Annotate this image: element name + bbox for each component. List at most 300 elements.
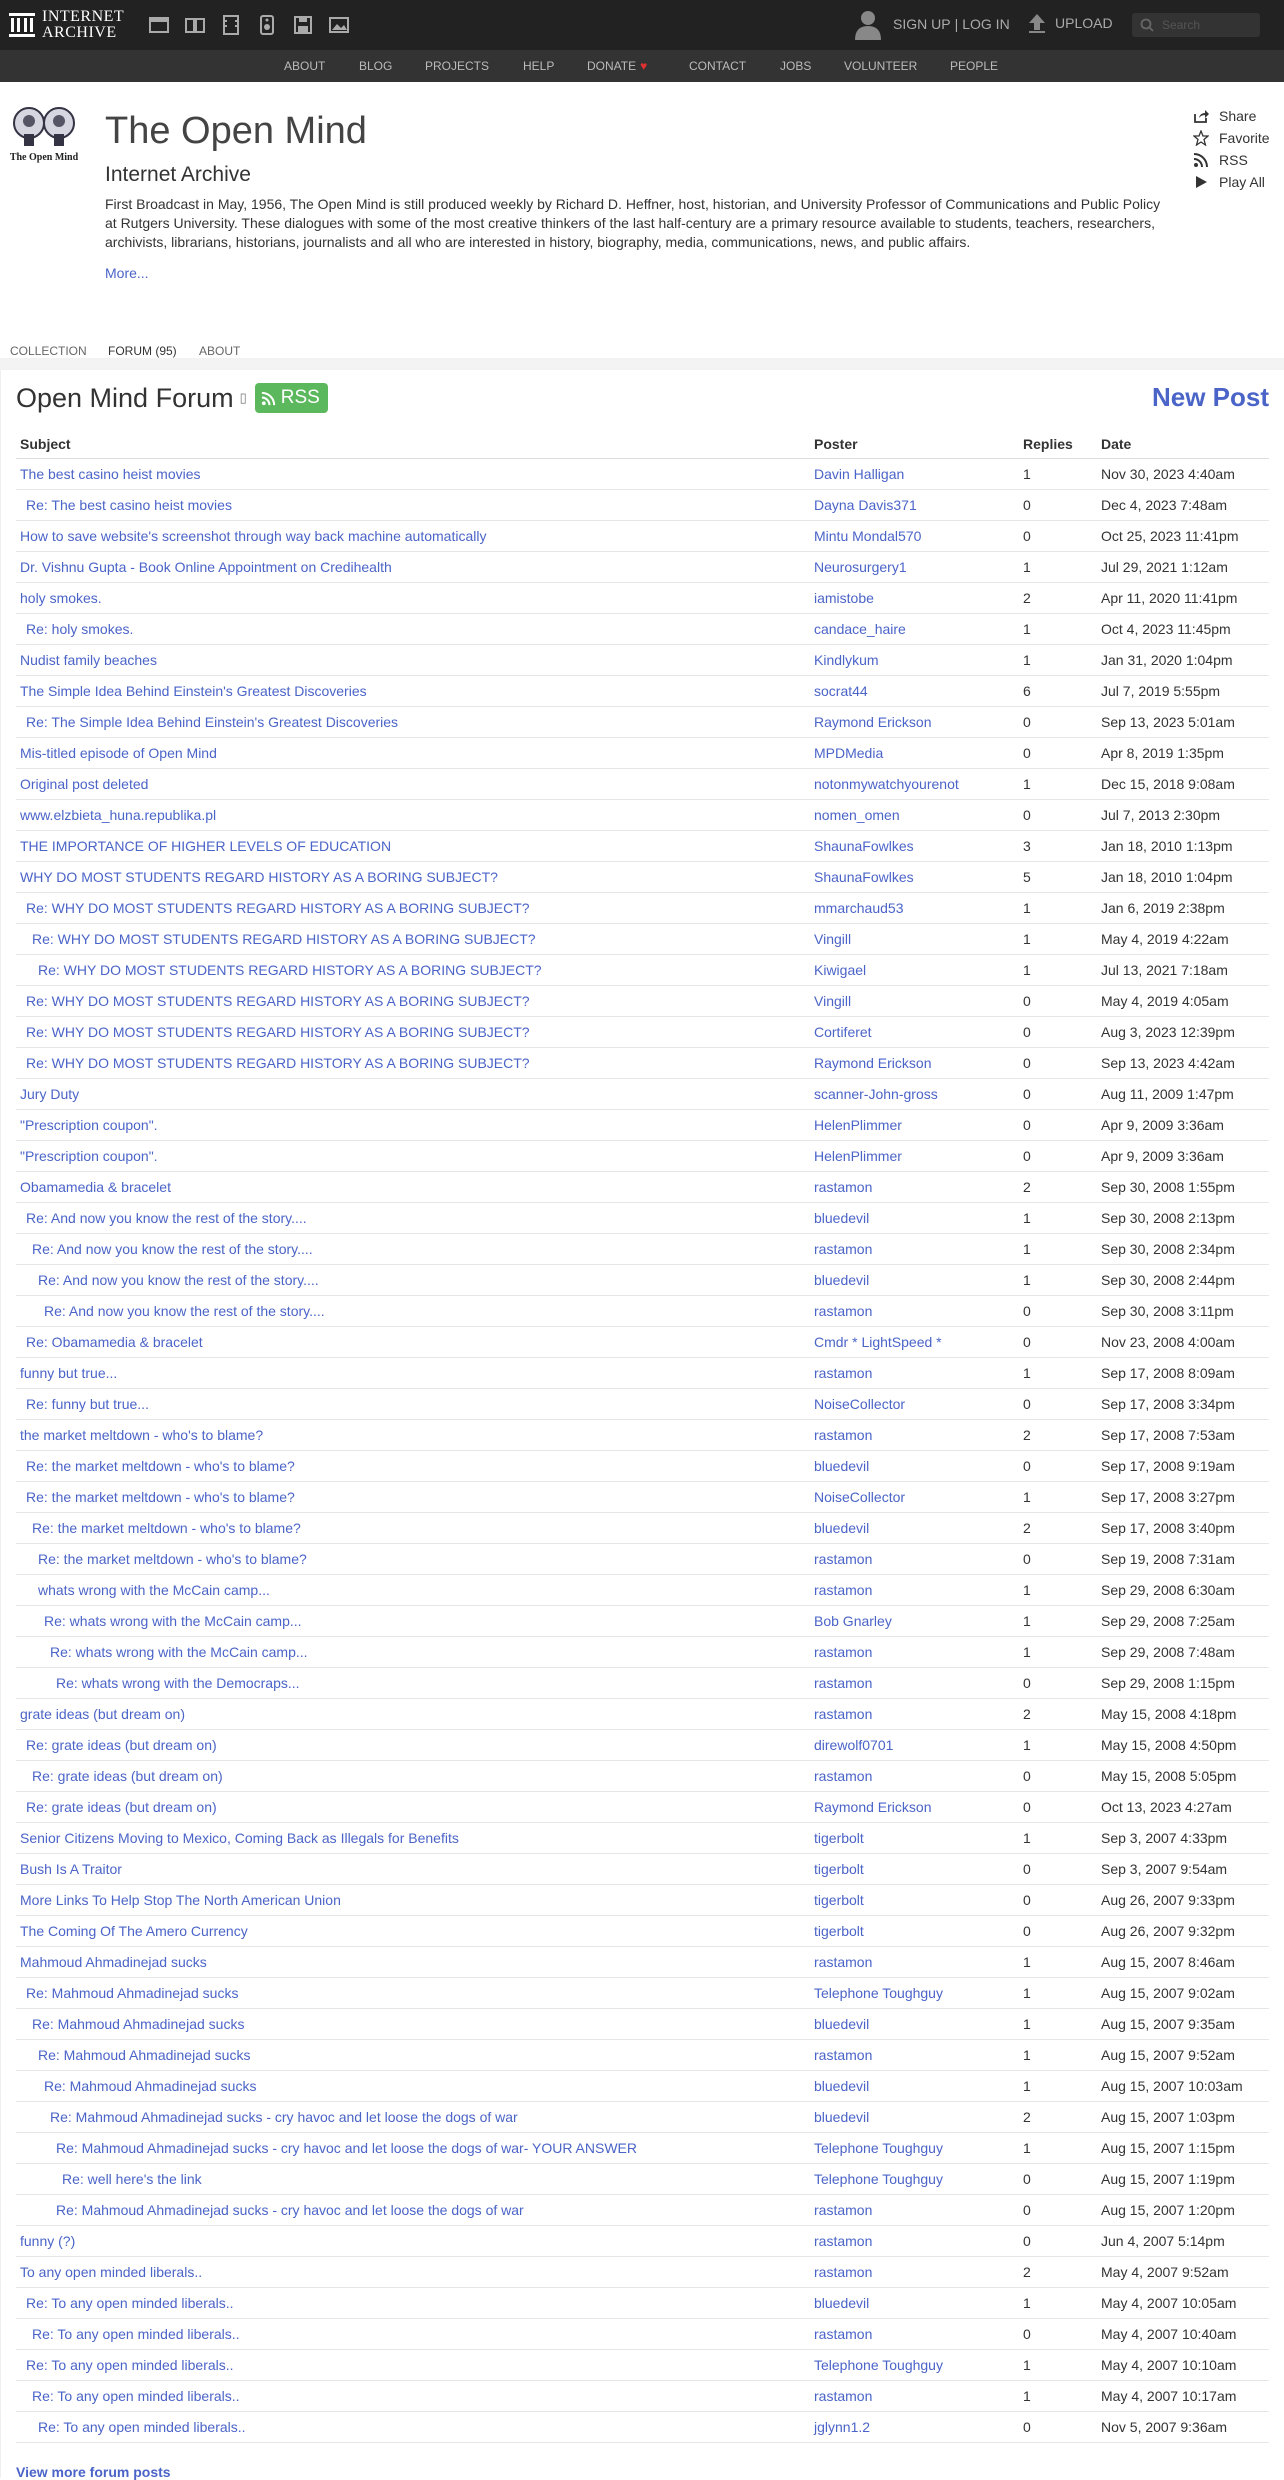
cell-poster <box>810 490 1019 521</box>
poster-link[interactable]: scanner-John-gross <box>814 1086 938 1102</box>
cell-subject <box>16 1296 810 1327</box>
post-subject-link[interactable]: Re: WHY DO MOST STUDENTS REGARD HISTORY AS A BORING SUBJECT? <box>32 931 536 947</box>
cell-date: Sep 17, 2008 8:09am <box>1097 1358 1269 1389</box>
nav-contact[interactable]: CONTACT <box>689 59 747 73</box>
cell-date: Sep 30, 2008 1:55pm <box>1097 1172 1269 1203</box>
nav-jobs[interactable]: JOBS <box>780 59 812 73</box>
post-subject-link[interactable]: Re: Obamamedia & bracelet <box>26 1334 203 1350</box>
post-subject-link[interactable]: Re: To any open minded liberals.. <box>32 2388 240 2404</box>
share-action[interactable] <box>1193 105 1270 127</box>
sign-up-link[interactable]: SIGN UP <box>893 16 951 32</box>
post-subject-link[interactable]: Re: whats wrong with the McCain camp... <box>50 1644 308 1660</box>
cell-replies: 1 <box>1019 1730 1097 1761</box>
cell-poster <box>810 2071 1019 2102</box>
nav-help[interactable]: HELP <box>523 59 555 73</box>
cell-poster <box>810 1203 1019 1234</box>
poster-link[interactable]: Telephone Toughguy <box>814 2171 943 2187</box>
cell-subject <box>16 2102 810 2133</box>
cell-date: Jan 31, 2020 1:04pm <box>1097 645 1269 676</box>
cell-date: Aug 26, 2007 9:33pm <box>1097 1885 1269 1916</box>
cell-subject <box>16 1141 810 1172</box>
nav-blog[interactable]: BLOG <box>359 59 393 73</box>
table-row <box>16 552 1269 583</box>
forum-rss-button[interactable] <box>255 383 328 413</box>
cell-subject <box>16 1668 810 1699</box>
poster-link[interactable]: rastamon <box>814 2388 873 2404</box>
more-link[interactable]: More... <box>105 265 149 281</box>
cell-date: Sep 30, 2008 2:34pm <box>1097 1234 1269 1265</box>
post-subject-link[interactable]: funny but true... <box>20 1365 118 1381</box>
poster-link[interactable]: Vingill <box>814 993 852 1009</box>
post-subject-link[interactable]: Re: To any open minded liberals.. <box>26 2357 234 2373</box>
logo-line1: INTERNET <box>42 8 125 25</box>
post-subject-link[interactable]: Re: holy smokes. <box>26 621 134 637</box>
cell-replies: 0 <box>1019 1544 1097 1575</box>
cell-subject <box>16 1451 810 1482</box>
software-icon[interactable] <box>292 14 314 36</box>
cell-replies: 0 <box>1019 986 1097 1017</box>
cell-subject <box>16 1234 810 1265</box>
poster-link[interactable]: Neurosurgery1 <box>814 559 907 575</box>
cell-date: Sep 17, 2008 3:27pm <box>1097 1482 1269 1513</box>
cell-replies: 0 <box>1019 2226 1097 2257</box>
poster-link[interactable]: Telephone Toughguy <box>814 2357 943 2373</box>
post-subject-link[interactable]: Obamamedia & bracelet <box>20 1179 171 1195</box>
post-subject-link[interactable]: "Prescription coupon". <box>20 1148 158 1164</box>
table-row <box>16 1358 1269 1389</box>
column-poster: Poster <box>810 430 1019 459</box>
cell-replies: 2 <box>1019 583 1097 614</box>
rss-icon <box>1193 152 1209 168</box>
tab-about[interactable]: ABOUT <box>199 344 241 358</box>
cell-date: Jul 7, 2019 5:55pm <box>1097 676 1269 707</box>
post-subject-link[interactable]: Dr. Vishnu Gupta - Book Online Appointment on Credihealth <box>20 559 392 575</box>
cell-poster <box>810 552 1019 583</box>
poster-link[interactable]: rastamon <box>814 2047 873 2063</box>
images-icon[interactable] <box>328 14 350 36</box>
cell-subject <box>16 2009 810 2040</box>
poster-link[interactable]: rastamon <box>814 2233 873 2249</box>
post-subject-link[interactable]: Re: To any open minded liberals.. <box>32 2326 240 2342</box>
post-subject-link[interactable]: Re: Mahmoud Ahmadinejad sucks <box>32 2016 245 2032</box>
poster-link[interactable]: ShaunaFowlkes <box>814 838 914 854</box>
cell-date: Sep 13, 2023 4:42am <box>1097 1048 1269 1079</box>
cell-replies: 1 <box>1019 1823 1097 1854</box>
cell-poster <box>810 1017 1019 1048</box>
poster-link[interactable]: tigerbolt <box>814 1830 864 1846</box>
cell-poster <box>810 2288 1019 2319</box>
post-subject-link[interactable]: Re: Mahmoud Ahmadinejad sucks <box>26 1985 239 2001</box>
cell-date: May 15, 2008 4:50pm <box>1097 1730 1269 1761</box>
poster-link[interactable]: Kiwigael <box>814 962 867 978</box>
cell-poster <box>810 1854 1019 1885</box>
table-row <box>16 1079 1269 1110</box>
post-subject-link[interactable]: Re: WHY DO MOST STUDENTS REGARD HISTORY AS A BORING SUBJECT? <box>26 1024 530 1040</box>
cell-poster <box>810 1761 1019 1792</box>
table-row <box>16 2009 1269 2040</box>
poster-link[interactable]: bluedevil <box>814 2016 870 2032</box>
table-row <box>16 1637 1269 1668</box>
cell-date: Apr 9, 2009 3:36am <box>1097 1141 1269 1172</box>
cell-replies: 1 <box>1019 1265 1097 1296</box>
poster-link[interactable]: Cmdr * LightSpeed * <box>814 1334 942 1350</box>
poster-link[interactable]: HelenPlimmer <box>814 1148 902 1164</box>
search-box <box>1132 13 1260 37</box>
signup-login-links <box>893 16 1010 32</box>
cell-subject <box>16 1792 810 1823</box>
logo-line2: ARCHIVE <box>42 24 117 41</box>
cell-poster <box>810 1730 1019 1761</box>
web-icon[interactable] <box>148 14 170 36</box>
poster-link[interactable]: rastamon <box>814 1675 873 1691</box>
cell-replies: 1 <box>1019 924 1097 955</box>
post-subject-link[interactable]: Re: And now you know the rest of the story.... <box>26 1210 307 1226</box>
nav-donate[interactable] <box>587 59 647 73</box>
post-subject-link[interactable]: The Simple Idea Behind Einstein's Greatest Discoveries <box>20 683 367 699</box>
poster-link[interactable]: Cortiferet <box>814 1024 872 1040</box>
poster-link[interactable]: Mintu Mondal570 <box>814 528 922 544</box>
poster-link[interactable]: candace_haire <box>814 621 906 637</box>
poster-link[interactable]: rastamon <box>814 1365 873 1381</box>
table-row <box>16 490 1269 521</box>
poster-link[interactable]: Telephone Toughguy <box>814 2140 943 2156</box>
table-row <box>16 1606 1269 1637</box>
post-subject-link[interactable]: Mahmoud Ahmadinejad sucks <box>20 1954 207 1970</box>
tab-forum[interactable]: FORUM (95) <box>108 344 177 358</box>
cell-poster <box>810 1451 1019 1482</box>
post-subject-link[interactable]: Senior Citizens Moving to Mexico, Coming Back as Illegals for Benefits <box>20 1830 459 1846</box>
cell-poster <box>810 2412 1019 2443</box>
post-subject-link[interactable]: Re: The Simple Idea Behind Einstein's Greatest Discoveries <box>26 714 399 730</box>
poster-link[interactable]: HelenPlimmer <box>814 1117 902 1133</box>
upload-button[interactable] <box>1027 12 1113 34</box>
table-row <box>16 1699 1269 1730</box>
post-subject-link[interactable]: Re: Mahmoud Ahmadinejad sucks - cry havoc and let loose the dogs of war <box>56 2202 524 2218</box>
cell-replies: 0 <box>1019 1885 1097 1916</box>
separator: | <box>954 16 959 32</box>
cell-replies: 0 <box>1019 1916 1097 1947</box>
poster-link[interactable]: direwolf0701 <box>814 1737 894 1753</box>
cell-replies: 0 <box>1019 1048 1097 1079</box>
cell-replies: 2 <box>1019 2257 1097 2288</box>
poster-link[interactable]: rastamon <box>814 1706 873 1722</box>
poster-link[interactable]: bluedevil <box>814 1520 870 1536</box>
nav-projects[interactable]: PROJECTS <box>425 59 490 73</box>
poster-link[interactable]: Raymond Erickson <box>814 1799 932 1815</box>
cell-poster <box>810 2226 1019 2257</box>
poster-link[interactable]: bluedevil <box>814 2109 870 2125</box>
collection-description: First Broadcast in May, 1956, The Open Mind is still produced weekly by Richard D. Heffner, host, historian, and University Professor of Communications and Public Policy at Rutgers University. These dialogues with some of the most creative thinkers of the last half-century are a primary resource available to students, teachers, researchers, archivists, librarians, historians, journalists and all who are interested in history, biography, media, communications, news, and public affairs. <box>105 196 1161 250</box>
poster-link[interactable]: tigerbolt <box>814 1861 864 1877</box>
share-label: Share <box>1219 108 1257 124</box>
cell-replies: 0 <box>1019 1017 1097 1048</box>
cell-poster <box>810 1110 1019 1141</box>
table-row <box>16 645 1269 676</box>
cell-replies: 1 <box>1019 2288 1097 2319</box>
post-subject-link[interactable]: Re: the market meltdown - who's to blame? <box>26 1489 295 1505</box>
column-subject: Subject <box>16 430 810 459</box>
forum-title: Open Mind Forum <box>16 383 234 413</box>
post-subject-link[interactable]: www.elzbieta_huna.republika.pl <box>20 807 217 823</box>
cell-replies: 3 <box>1019 831 1097 862</box>
forum-section <box>0 370 1284 2478</box>
favorite-action[interactable] <box>1193 127 1270 149</box>
post-subject-link[interactable]: Re: funny but true... <box>26 1396 149 1412</box>
poster-link[interactable]: NoiseCollector <box>814 1489 906 1505</box>
cell-subject <box>16 1823 810 1854</box>
post-subject-link[interactable]: The best casino heist movies <box>20 466 201 482</box>
poster-link[interactable]: socrat44 <box>814 683 868 699</box>
post-subject-link[interactable]: More Links To Help Stop The North American Union <box>20 1892 341 1908</box>
poster-link[interactable]: rastamon <box>814 1582 873 1598</box>
cell-date: May 4, 2019 4:05am <box>1097 986 1269 1017</box>
cell-poster <box>810 2257 1019 2288</box>
search-input[interactable] <box>1160 17 1259 33</box>
cell-replies: 0 <box>1019 2412 1097 2443</box>
table-row <box>16 2071 1269 2102</box>
poster-link[interactable]: ShaunaFowlkes <box>814 869 914 885</box>
post-subject-link[interactable]: Bush Is A Traitor <box>20 1861 122 1877</box>
archive-building-icon <box>8 11 36 39</box>
cell-date: Nov 5, 2007 9:36am <box>1097 2412 1269 2443</box>
texts-icon[interactable] <box>184 14 206 36</box>
cell-subject <box>16 1327 810 1358</box>
cell-poster <box>810 1234 1019 1265</box>
post-subject-link[interactable]: grate ideas (but dream on) <box>20 1706 185 1722</box>
cell-replies: 0 <box>1019 1110 1097 1141</box>
post-subject-link[interactable]: whats wrong with the McCain camp... <box>38 1582 270 1598</box>
cell-poster <box>810 862 1019 893</box>
table-row <box>16 2257 1269 2288</box>
post-subject-link[interactable]: Mis-titled episode of Open Mind <box>20 745 217 761</box>
table-row <box>16 2350 1269 2381</box>
post-subject-link[interactable]: Re: grate ideas (but dream on) <box>26 1799 217 1815</box>
post-subject-link[interactable]: Re: WHY DO MOST STUDENTS REGARD HISTORY AS A BORING SUBJECT? <box>26 900 530 916</box>
post-subject-link[interactable]: Jury Duty <box>20 1086 80 1102</box>
cell-date: Sep 30, 2008 3:11pm <box>1097 1296 1269 1327</box>
cell-subject <box>16 552 810 583</box>
table-row <box>16 1730 1269 1761</box>
poster-link[interactable]: rastamon <box>814 1427 873 1443</box>
post-subject-link[interactable]: The Coming Of The Amero Currency <box>20 1923 248 1939</box>
post-subject-link[interactable]: Re: And now you know the rest of the story.... <box>44 1303 325 1319</box>
poster-link[interactable]: rastamon <box>814 2202 873 2218</box>
cell-poster <box>810 2195 1019 2226</box>
table-row <box>16 1482 1269 1513</box>
cell-subject <box>16 2071 810 2102</box>
post-subject-link[interactable]: Re: Mahmoud Ahmadinejad sucks <box>44 2078 257 2094</box>
internet-archive-logo[interactable] <box>8 9 124 41</box>
table-row <box>16 1823 1269 1854</box>
poster-link[interactable]: rastamon <box>814 1551 873 1567</box>
post-subject-link[interactable]: Re: whats wrong with the McCain camp... <box>44 1613 302 1629</box>
poster-link[interactable]: rastamon <box>814 1241 873 1257</box>
post-subject-link[interactable]: Re: And now you know the rest of the story.... <box>32 1241 313 1257</box>
table-row <box>16 1885 1269 1916</box>
cell-poster <box>810 1916 1019 1947</box>
cell-poster <box>810 1420 1019 1451</box>
cell-date: May 15, 2008 4:18pm <box>1097 1699 1269 1730</box>
post-subject-link[interactable]: Re: Mahmoud Ahmadinejad sucks - cry havoc and let loose the dogs of war <box>50 2109 518 2125</box>
post-subject-link[interactable]: Re: Mahmoud Ahmadinejad sucks <box>38 2047 251 2063</box>
cell-date: Sep 13, 2023 5:01am <box>1097 707 1269 738</box>
rss-action[interactable] <box>1193 149 1270 171</box>
cell-date: May 4, 2007 10:40am <box>1097 2319 1269 2350</box>
post-subject-link[interactable]: Re: To any open minded liberals.. <box>26 2295 234 2311</box>
table-row <box>16 2040 1269 2071</box>
post-subject-link[interactable]: funny (?) <box>20 2233 76 2249</box>
post-subject-link[interactable]: Nudist family beaches <box>20 652 157 668</box>
post-subject-link[interactable]: Original post deleted <box>20 776 149 792</box>
cell-replies: 0 <box>1019 490 1097 521</box>
poster-link[interactable]: mmarchaud53 <box>814 900 904 916</box>
poster-link[interactable]: Telephone Toughguy <box>814 1985 943 2001</box>
post-subject-link[interactable]: How to save website's screenshot through way back machine automatically <box>20 528 487 544</box>
post-subject-link[interactable]: WHY DO MOST STUDENTS REGARD HISTORY AS A BORING SUBJECT? <box>20 869 498 885</box>
cell-date: Sep 30, 2008 2:44pm <box>1097 1265 1269 1296</box>
cell-replies: 0 <box>1019 738 1097 769</box>
table-row <box>16 1327 1269 1358</box>
cell-subject <box>16 1699 810 1730</box>
star-icon <box>1193 130 1209 146</box>
post-subject-link[interactable]: Re: WHY DO MOST STUDENTS REGARD HISTORY AS A BORING SUBJECT? <box>26 1055 530 1071</box>
post-subject-link[interactable]: Re: And now you know the rest of the story.... <box>38 1272 319 1288</box>
cell-poster <box>810 707 1019 738</box>
collection-title: The Open Mind <box>105 110 367 152</box>
nav-about[interactable]: ABOUT <box>284 59 326 73</box>
poster-link[interactable]: bluedevil <box>814 1458 870 1474</box>
poster-link[interactable]: NoiseCollector <box>814 1396 906 1412</box>
play-all-action[interactable] <box>1193 171 1270 193</box>
cell-subject <box>16 1978 810 2009</box>
post-subject-link[interactable]: Re: the market meltdown - who's to blame? <box>26 1458 295 1474</box>
cell-replies: 0 <box>1019 521 1097 552</box>
cell-subject <box>16 769 810 800</box>
cell-subject <box>16 614 810 645</box>
poster-link[interactable]: Vingill <box>814 931 852 947</box>
poster-link[interactable]: Raymond Erickson <box>814 714 932 730</box>
table-row <box>16 1265 1269 1296</box>
poster-link[interactable]: rastamon <box>814 1179 873 1195</box>
cell-replies: 2 <box>1019 1513 1097 1544</box>
table-row <box>16 1575 1269 1606</box>
post-subject-link[interactable]: holy smokes. <box>20 590 102 606</box>
poster-link[interactable]: Dayna Davis371 <box>814 497 917 513</box>
post-subject-link[interactable]: Re: the market meltdown - who's to blame? <box>38 1551 307 1567</box>
nav-volunteer[interactable]: VOLUNTEER <box>844 59 918 73</box>
forum-posts-body <box>16 459 1269 2443</box>
table-row <box>16 2381 1269 2412</box>
nav-people[interactable]: PEOPLE <box>950 59 999 73</box>
poster-link[interactable]: tigerbolt <box>814 1923 864 1939</box>
cell-subject <box>16 955 810 986</box>
poster-link[interactable]: Raymond Erickson <box>814 1055 932 1071</box>
cell-replies: 0 <box>1019 2164 1097 2195</box>
post-subject-link[interactable]: Re: Mahmoud Ahmadinejad sucks - cry havoc and let loose the dogs of war- YOUR ANSWER <box>56 2140 638 2156</box>
poster-link[interactable]: notonmywatchyourenot <box>814 776 959 792</box>
poster-link[interactable]: bluedevil <box>814 2078 870 2094</box>
post-subject-link[interactable]: the market meltdown - who's to blame? <box>20 1427 264 1443</box>
table-row <box>16 1761 1269 1792</box>
poster-link[interactable]: iamistobe <box>814 590 874 606</box>
poster-link[interactable]: Davin Halligan <box>814 466 905 482</box>
post-subject-link[interactable]: Re: The best casino heist movies <box>26 497 232 513</box>
upload-label: UPLOAD <box>1055 15 1113 31</box>
post-subject-link[interactable]: Re: WHY DO MOST STUDENTS REGARD HISTORY AS A BORING SUBJECT? <box>38 962 542 978</box>
cell-replies: 1 <box>1019 1947 1097 1978</box>
table-row <box>16 1172 1269 1203</box>
forum-header <box>16 380 328 416</box>
post-subject-link[interactable]: Re: grate ideas (but dream on) <box>26 1737 217 1753</box>
poster-link[interactable]: rastamon <box>814 1768 873 1784</box>
table-header-row <box>16 430 1269 459</box>
poster-link[interactable]: MPDMedia <box>814 745 884 761</box>
poster-link[interactable]: bluedevil <box>814 1272 870 1288</box>
poster-link[interactable]: Kindlykum <box>814 652 879 668</box>
cell-poster <box>810 1141 1019 1172</box>
collection-logo <box>10 104 78 164</box>
poster-link[interactable]: Bob Gnarley <box>814 1613 892 1629</box>
cell-date: Aug 3, 2023 12:39pm <box>1097 1017 1269 1048</box>
cell-subject <box>16 831 810 862</box>
cell-replies: 6 <box>1019 676 1097 707</box>
collection-header <box>0 82 1284 340</box>
cell-date: Aug 15, 2007 9:02am <box>1097 1978 1269 2009</box>
audio-icon[interactable] <box>256 14 278 36</box>
table-row <box>16 1203 1269 1234</box>
poster-link[interactable]: tigerbolt <box>814 1892 864 1908</box>
post-subject-link[interactable]: To any open minded liberals.. <box>20 2264 203 2280</box>
post-subject-link[interactable]: Re: well here's the link <box>62 2171 202 2187</box>
video-icon[interactable] <box>220 14 242 36</box>
cell-date: Sep 17, 2008 3:34pm <box>1097 1389 1269 1420</box>
poster-link[interactable]: rastamon <box>814 1954 873 1970</box>
post-subject-link[interactable]: Re: WHY DO MOST STUDENTS REGARD HISTORY AS A BORING SUBJECT? <box>26 993 530 1009</box>
poster-link[interactable]: rastamon <box>814 2264 873 2280</box>
new-post-button[interactable]: New Post <box>1151 382 1269 412</box>
cell-replies: 1 <box>1019 552 1097 583</box>
table-row <box>16 1451 1269 1482</box>
post-subject-link[interactable]: Re: grate ideas (but dream on) <box>32 1768 223 1784</box>
cell-poster <box>810 738 1019 769</box>
log-in-link[interactable]: LOG IN <box>962 16 1010 32</box>
poster-link[interactable]: bluedevil <box>814 2295 870 2311</box>
poster-link[interactable]: bluedevil <box>814 1210 870 1226</box>
post-subject-link[interactable]: Re: To any open minded liberals.. <box>38 2419 246 2435</box>
poster-link[interactable]: rastamon <box>814 1644 873 1660</box>
cell-replies: 1 <box>1019 614 1097 645</box>
cell-poster <box>810 1792 1019 1823</box>
view-more-posts-link[interactable]: View more forum posts <box>16 2464 171 2480</box>
post-subject-link[interactable]: Re: the market meltdown - who's to blame? <box>32 1520 301 1536</box>
cell-subject <box>16 1482 810 1513</box>
poster-link[interactable]: rastamon <box>814 1303 873 1319</box>
tab-collection[interactable]: COLLECTION <box>10 344 87 358</box>
post-subject-link[interactable]: "Prescription coupon". <box>20 1117 158 1133</box>
post-subject-link[interactable]: THE IMPORTANCE OF HIGHER LEVELS OF EDUCATION <box>20 838 392 854</box>
post-subject-link[interactable]: Re: whats wrong with the Democraps... <box>56 1675 300 1691</box>
poster-link[interactable]: nomen_omen <box>814 807 900 823</box>
cell-replies: 0 <box>1019 800 1097 831</box>
table-row <box>16 1420 1269 1451</box>
cell-date: May 15, 2008 5:05pm <box>1097 1761 1269 1792</box>
cell-poster <box>810 800 1019 831</box>
tab-divider <box>0 358 1284 370</box>
user-icon[interactable] <box>853 8 883 40</box>
poster-link[interactable]: rastamon <box>814 2326 873 2342</box>
poster-link[interactable]: jglynn1.2 <box>814 2419 871 2435</box>
table-row <box>16 1017 1269 1048</box>
